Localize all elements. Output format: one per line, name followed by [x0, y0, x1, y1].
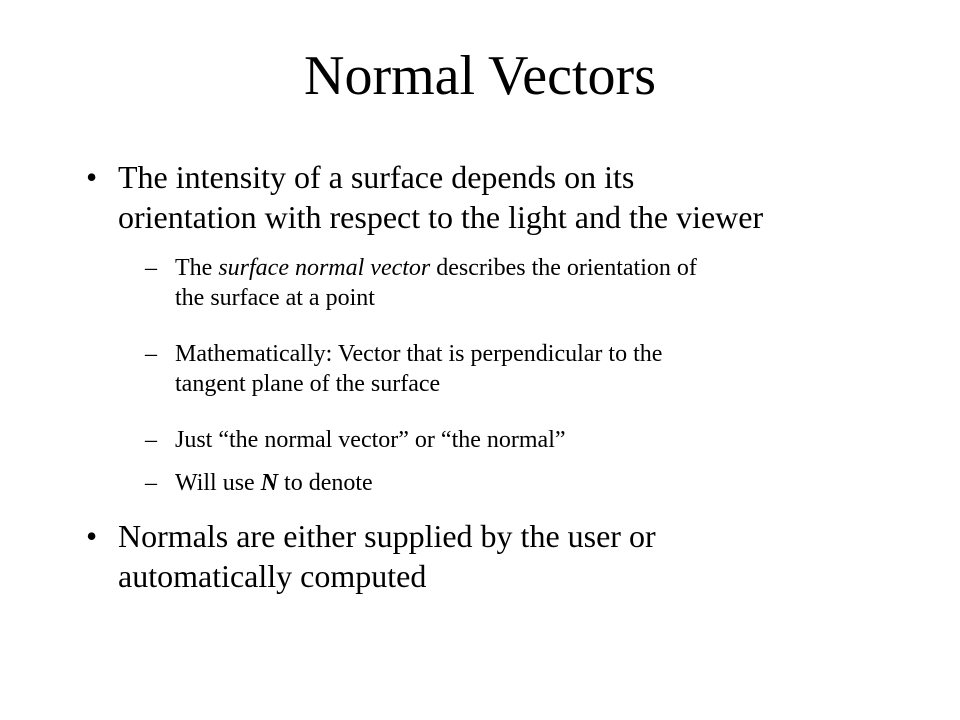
sub-bullet-item [145, 425, 865, 455]
slide-title: Normal Vectors [304, 45, 656, 107]
bullet-line: automatically computed [118, 558, 427, 594]
sub-bullet-marker: – [145, 470, 157, 496]
sub-bullet-text-run: The [175, 255, 219, 281]
bullet-line: The intensity of a surface depends on its [118, 159, 635, 195]
sub-bullet-marker: – [145, 427, 157, 453]
sub-bullet-line: the surface at a point [175, 285, 375, 311]
normal-symbol: N [260, 470, 279, 496]
sub-bullet-item [145, 339, 865, 399]
sub-bullet-item [145, 253, 865, 313]
sub-bullet-line: tangent plane of the surface [175, 371, 441, 397]
sub-bullet-line: Mathematically: Vector that is perpendicular to the [175, 341, 663, 367]
sub-bullet-marker: – [145, 255, 157, 281]
bullet-marker: • [86, 518, 98, 554]
sub-bullet-text [175, 468, 865, 498]
sub-bullet-text-run: describes the orientation of [430, 255, 697, 281]
sub-bullet-item [145, 468, 865, 498]
bullet-line: orientation with respect to the light and the viewer [118, 199, 764, 235]
bullet-line: Normals are either supplied by the user or [118, 518, 656, 554]
bullet-text [118, 516, 888, 596]
sub-bullet-line [175, 468, 865, 498]
sub-bullet-text [175, 253, 865, 313]
sub-bullet-marker: – [145, 341, 157, 367]
bullet-marker: • [86, 159, 98, 195]
sub-bullet-text-run: Will use [175, 470, 261, 496]
emphasized-term: surface normal vector [218, 255, 431, 281]
sub-bullet-line: Just “the normal vector” or “the normal” [175, 427, 566, 453]
sub-bullet-line [175, 253, 865, 283]
bullet-item [86, 157, 886, 237]
sub-bullet-text [175, 339, 865, 399]
sub-bullet-text [175, 425, 865, 455]
sub-bullet-text-run: to denote [278, 470, 373, 496]
bullet-text [118, 157, 888, 237]
bullet-item [86, 516, 886, 596]
